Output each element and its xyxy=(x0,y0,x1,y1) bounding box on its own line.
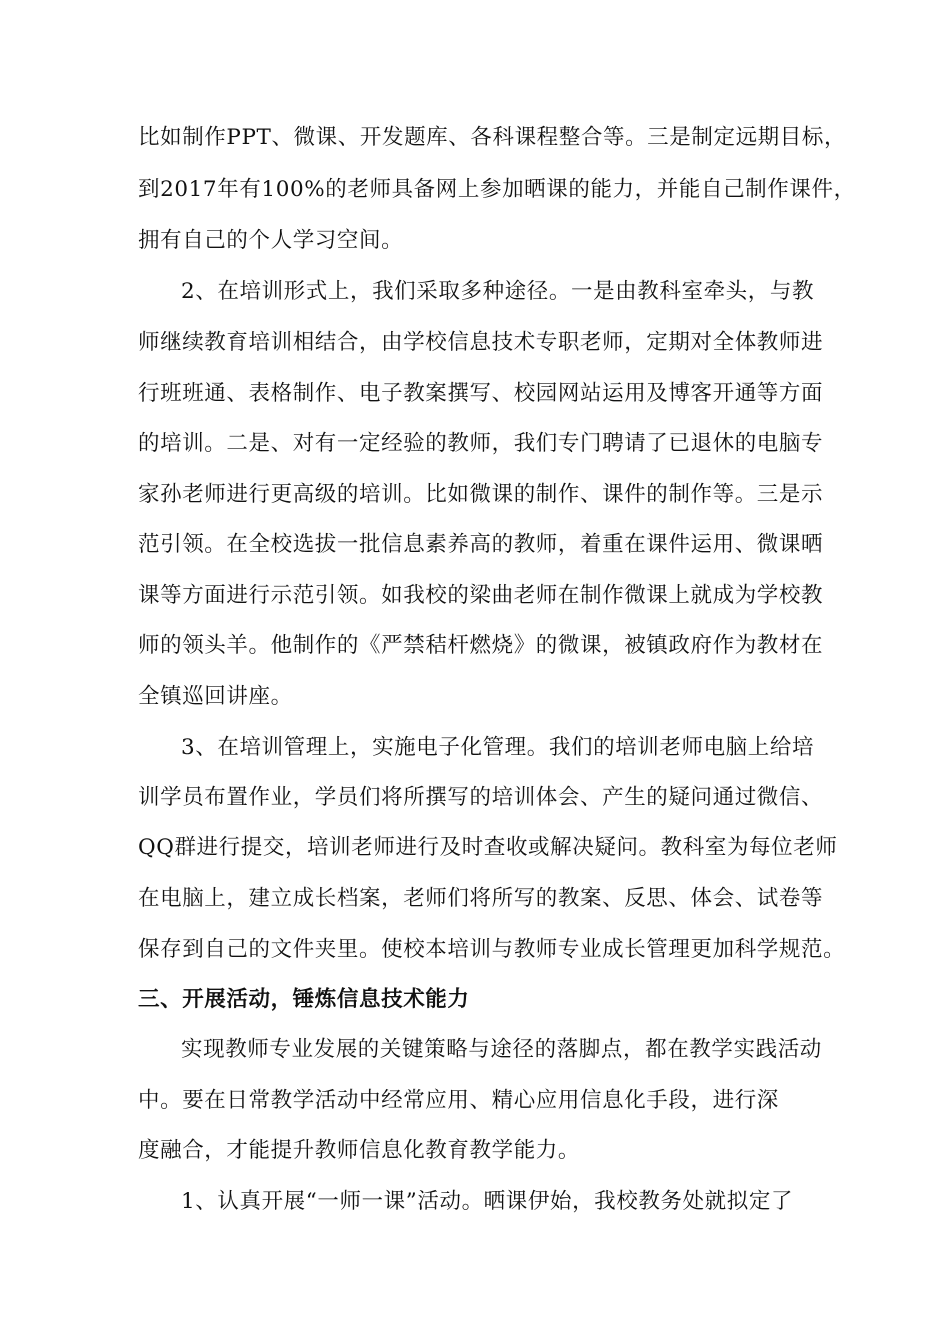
text-line: 行班班通、表格制作、电子教案撰写、校园网站运用及博客开通等方面 xyxy=(138,381,824,406)
text-line: 师继续教育培训相结合，由学校信息技术专职老师，定期对全体教师进 xyxy=(138,330,824,355)
text-line: 到2017年有100%的老师具备网上参加晒课的能力，并能自己制作课件， xyxy=(138,177,856,202)
paragraph-start-line: 实现教师专业发展的关键策略与途径的落脚点，都在教学实践活动 xyxy=(181,1037,822,1062)
text-line: 保存到自己的文件夹里。使校本培训与教师专业成长管理更加科学规范。 xyxy=(138,937,846,962)
paragraph-start-line: 3、在培训管理上，实施电子化管理。我们的培训老师电脑上给培 xyxy=(181,735,815,760)
paragraph-start-line: 1、认真开展“一师一课”活动。晒课伊始，我校教务处就拟定了 xyxy=(181,1189,794,1214)
text-line: 比如制作PPT、微课、开发题库、各科课程整合等。三是制定远期目标， xyxy=(138,125,847,150)
paragraph-start-line: 2、在培训形式上，我们采取多种途径。一是由教科室牵头，与教 xyxy=(181,279,815,304)
text-line: 全镇巡回讲座。 xyxy=(138,684,293,709)
text-line: 课等方面进行示范引领。如我校的梁曲老师在制作微课上就成为学校教 xyxy=(138,583,824,608)
text-line: 中。要在日常教学活动中经常应用、精心应用信息化手段，进行深 xyxy=(138,1088,779,1113)
text-line: 范引领。在全校选拔一批信息素养高的教师，着重在课件运用、微课晒 xyxy=(138,532,824,557)
text-line: 师的领头羊。他制作的《严禁秸杆燃烧》的微课，被镇政府作为教材在 xyxy=(138,633,824,658)
text-line: QQ群进行提交，培训老师进行及时查收或解决疑问。教科室为每位老师 xyxy=(138,835,838,860)
text-line: 训学员布置作业，学员们将所撰写的培训体会、产生的疑问通过微信、 xyxy=(138,785,824,810)
text-line: 在电脑上，建立成长档案，老师们将所写的教案、反思、体会、试卷等 xyxy=(138,886,824,911)
text-line: 度融合，才能提升教师信息化教育教学能力。 xyxy=(138,1138,581,1163)
text-line: 家孙老师进行更高级的培训。比如微课的制作、课件的制作等。三是示 xyxy=(138,482,824,507)
text-line: 拥有自己的个人学习空间。 xyxy=(138,228,404,253)
text-line: 的培训。二是、对有一定经验的教师，我们专门聘请了已退休的电脑专 xyxy=(138,431,824,456)
section-heading: 三、开展活动，锤炼信息技术能力 xyxy=(138,987,470,1012)
